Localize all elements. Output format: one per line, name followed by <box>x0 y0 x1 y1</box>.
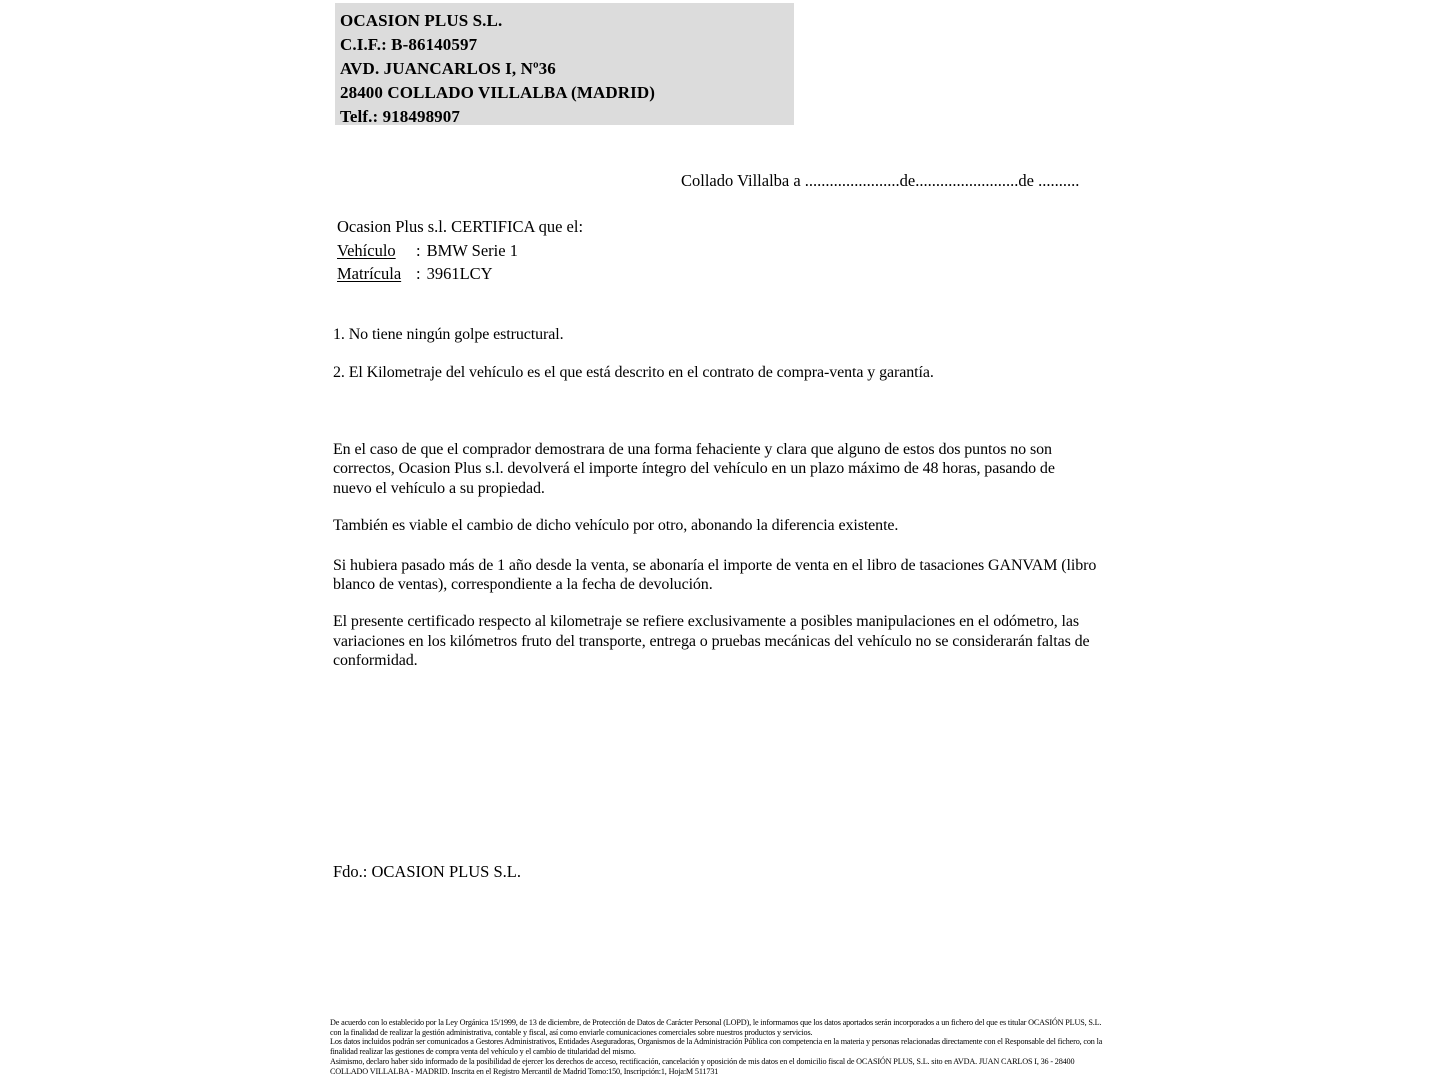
signature-line: Fdo.: OCASION PLUS S.L. <box>333 862 521 881</box>
matricula-field-value: 3961LCY <box>426 264 493 283</box>
numbered-point-2: 2. El Kilometraje del vehículo es el que está descrito en el contrato de compra-venta y garantía. <box>333 363 934 381</box>
certification-intro: Ocasion Plus s.l. CERTIFICA que el: <box>337 217 584 236</box>
numbered-point-1: 1. No tiene ningún golpe estructural. <box>333 326 564 343</box>
company-cif: C.I.F.: B-86140597 <box>340 35 478 54</box>
body-paragraph-odometer: El presente certificado respecto al kilometraje se refiere exclusivamente a posibles manipulaciones en el odómetro, las variaciones en los kilómetros fruto del transporte, entrega o pruebas mecánicas del vehículo no se considerarán faltas de conformidad. <box>333 613 1090 670</box>
vehiculo-field-label: Vehículo <box>337 240 396 260</box>
body-paragraph-refund: En el caso de que el comprador demostrara de una forma fehaciente y clara que alguno de estos dos puntos no son correctos, Ocasion Plus s.l. devolverá el importe íntegro del vehículo en un plazo máximo de 48 horas, pasando de nuevo el vehículo a su propiedad. <box>333 441 1055 497</box>
company-phone: Telf.: 918498907 <box>340 107 460 126</box>
legal-paragraph-lopd: De acuerdo con lo establecido por la Ley Orgánica 15/1999, de 13 de diciembre, de Protección de Datos de Carácter Personal (LOPD), le informamos que los datos aportados serán incorporados a un fichero del que es titular OCASIÓN PLUS, S.L. con la finalidad de realizar la gestión administrativa, contable y fiscal, así como enviarle comunicaciones comerciales sobre nuestros productos y servicios. <box>330 1018 1102 1037</box>
company-header-block <box>335 3 794 125</box>
certification-block <box>337 215 583 286</box>
field-row-vehiculo <box>337 239 583 263</box>
field-row-matricula <box>337 262 583 286</box>
numbered-points <box>333 325 1103 400</box>
body-paragraphs <box>333 440 1097 689</box>
matricula-field-label: Matrícula <box>337 264 402 283</box>
body-paragraph-ganvam: Si hubiera pasado más de 1 año desde la venta, se abonaría el importe de venta en el libro de tasaciones GANVAM (libro blanco de ventas), correspondiente a la fecha de devolución. <box>333 556 1097 594</box>
company-address: AVD. JUANCARLOS I, Nº36 <box>340 59 556 78</box>
legal-paragraph-rights: Asimismo, declaro haber sido informado de la posibilidad de ejercer los derechos de acceso, rectificación, cancelación y oposición de mis datos en el domicilio fiscal de OCASIÓN PLUS, S.L. sito en AVDA. JUAN CARLOS I, 36 - 28400 COLLADO VILLALBA - MADRID. Inscrita en el Registro Mercantil de Madrid Tomo:150, Inscripción:1, Hoja:M 511731 <box>330 1056 1075 1076</box>
vehiculo-field-value: BMW Serie 1 <box>426 240 518 260</box>
company-city: 28400 COLLADO VILLALBA (MADRID) <box>340 83 655 102</box>
date-line: Collado Villalba a .......................de.........................de .......... <box>681 171 1080 190</box>
legal-footer <box>330 1018 1106 1076</box>
legal-paragraph-data-sharing: Los datos incluidos podrán ser comunicados a Gestores Administrativos, Entidades Aseguradoras, Organismos de la Administración Pública con competencia en la materia y personas relacionadas directamente con el Responsable del fichero, con la finalidad realizar las gestiones de compra venta del vehículo y el cambio de titularidad del mismo. <box>330 1037 1103 1057</box>
company-name: OCASION PLUS S.L. <box>340 11 503 30</box>
vehiculo-field-separator: : <box>416 240 421 260</box>
body-paragraph-exchange: También es viable el cambio de dicho vehículo por otro, abonando la diferencia existente. <box>333 517 899 535</box>
matricula-field-separator: : <box>416 264 421 283</box>
